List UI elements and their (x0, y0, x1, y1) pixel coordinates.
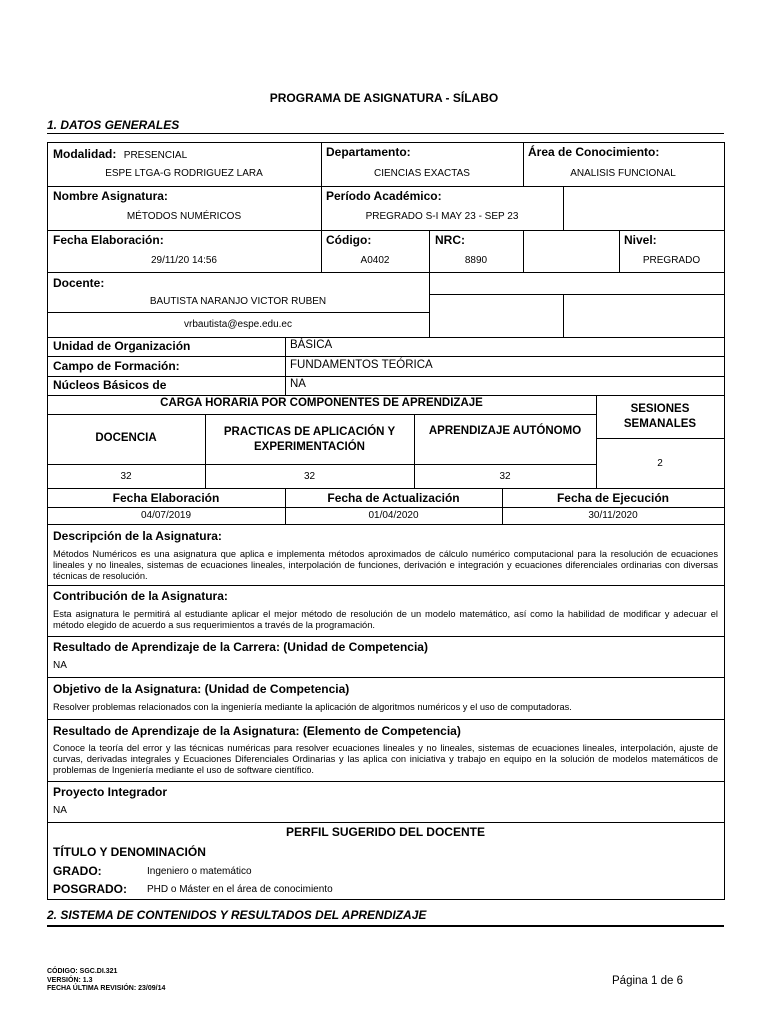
practicas-value: 32 (303, 471, 316, 482)
fecha-elaboracion-value: 29/11/20 14:56 (151, 255, 217, 266)
section-1-heading: 1. DATOS GENERALES (47, 118, 180, 132)
descripcion-text: Métodos Numéricos es una asignatura que aplica e implementa métodos aproximados de cálculo numérico computacional para la resolución de ecuaciones lineales y no lineales, sistemas de ecuaciones lineales, interpolación de funciones, derivación e integración y ecuaciones diferenciales ordinarias con diversas técnicas de resolución. (53, 549, 718, 581)
departamento-label: Departamento: (326, 145, 411, 159)
sesiones-semanales-label (596, 402, 724, 432)
campo-label: Campo de Formación: (53, 359, 180, 373)
practicas-label (205, 425, 414, 455)
fecha-actualizacion-cell: 01/04/2020 (368, 510, 419, 521)
modalidad-value: PRESENCIAL (123, 150, 188, 161)
fecha-elaboracion-label: Fecha Elaboración: (53, 233, 164, 247)
footer-version: VERSIÓN: 1.3 (47, 976, 93, 984)
resultado-asignatura-text: Conoce la teoría del error y las técnicas numéricas para resolver ecuaciones lineales y no lineales, sistemas de ecuaciones lineales, interpolación, ajuste de curvas, derivadas integrales y Ecuaciones Diferenciales Ordinarias y las aplica con iniciativa y trabajo en equipo en la solución de modelos matemáticos de problemas de Ingeniería mediante el uso de software científico. (53, 743, 718, 775)
sesiones-label-line-1: SESIONES (630, 403, 690, 415)
proyecto-integrador-value: NA (53, 805, 67, 816)
practicas-label-line-1: PRACTICAS DE APLICACIÓN Y (223, 426, 396, 438)
fecha-elaboracion-header: Fecha Elaboración (112, 491, 220, 505)
footer-info (47, 968, 165, 994)
grado-label: GRADO: (53, 864, 102, 878)
unidad-value: BÁSICA (290, 339, 333, 351)
carga-horaria-title: CARGA HORARIA POR COMPONENTES DE APRENDIZAJE (160, 397, 483, 409)
objetivo-text: Resolver problemas relacionados con la ingeniería mediante la aplicación de algoritmos numéricos y el uso de computadoras. (53, 702, 572, 712)
practicas-label-line-2: EXPERIMENTACIÓN (254, 441, 365, 453)
sesiones-semanales-value: 2 (657, 458, 663, 469)
area-label: Área de Conocimiento: (528, 145, 660, 159)
docente-name: BAUTISTA NARANJO VICTOR RUBEN (149, 296, 327, 307)
nombre-asignatura-value: MÉTODOS NUMÉRICOS (126, 211, 242, 222)
resultado-carrera-label: Resultado de Aprendizaje de la Carrera: (Unidad de Competencia) (53, 640, 428, 654)
fecha-ejecucion-cell: 30/11/2020 (588, 510, 638, 521)
modalidad-label: Modalidad: (53, 147, 117, 161)
campus-value: ESPE LTGA-G RODRIGUEZ LARA (105, 168, 263, 179)
section-2-heading: 2. SISTEMA DE CONTENIDOS Y RESULTADOS DEL APRENDIZAJE (47, 908, 427, 922)
grado-value: Ingeniero o matemático (147, 866, 252, 877)
fecha-elaboracion-cell: 04/07/2019 (140, 510, 192, 521)
docente-email: vrbautista@espe.edu.ec (184, 319, 292, 330)
posgrado-label: POSGRADO: (53, 882, 128, 896)
fecha-actualizacion-header: Fecha de Actualización (327, 491, 460, 505)
descripcion-label: Descripción de la Asignatura: (53, 529, 222, 543)
periodo-value: PREGRADO S-I MAY 23 - SEP 23 (365, 211, 519, 222)
nucleos-label: Núcleos Básicos de (53, 378, 167, 392)
docencia-label: DOCENCIA (95, 432, 157, 444)
nombre-asignatura-label: Nombre Asignatura: (53, 189, 168, 203)
nivel-label: Nivel: (624, 233, 657, 247)
contribucion-text: Esta asignatura le permitirá al estudiante aplicar el mejor método de resolución de un modelo matemático, así como la habilidad de modificar y adecuar el método elegido de acuerdo a sus requerimientos a través de la programación. (53, 609, 718, 630)
nucleos-value: NA (290, 378, 306, 390)
unidad-label: Unidad de Organización (53, 339, 191, 353)
section-2-rule (47, 925, 724, 927)
periodo-label: Período Académico: (326, 189, 442, 203)
aprendizaje-autonomo-label: APRENDIZAJE AUTÓNOMO (428, 425, 582, 437)
aprendizaje-autonomo-value: 32 (499, 471, 511, 482)
objetivo-label: Objetivo de la Asignatura: (Unidad de Competencia) (53, 682, 350, 696)
docencia-value: 32 (120, 471, 132, 482)
departamento-value: CIENCIAS EXACTAS (374, 168, 470, 179)
area-value: ANALISIS FUNCIONAL (570, 168, 676, 179)
perfil-docente-title: PERFIL SUGERIDO DEL DOCENTE (286, 825, 485, 839)
modalidad-field (53, 145, 187, 163)
nrc-value: 8890 (464, 255, 488, 266)
campo-value: FUNDAMENTOS TEÓRICA (290, 359, 433, 371)
nivel-value: PREGRADO (642, 255, 701, 266)
nrc-label: NRC: (435, 233, 465, 247)
sesiones-label-line-2: SEMANALES (623, 418, 697, 430)
footer-fecha-revision: FECHA ÚLTIMA REVISIÓN: 23/09/14 (47, 985, 166, 992)
titulo-denominacion-label: TÍTULO Y DENOMINACIÓN (53, 845, 206, 859)
proyecto-integrador-label: Proyecto Integrador (53, 785, 168, 799)
footer-codigo: CÓDIGO: SGC.DI.321 (47, 968, 118, 975)
codigo-value: A0402 (360, 255, 390, 266)
contribucion-label: Contribución de la Asignatura: (53, 589, 228, 603)
resultado-asignatura-label: Resultado de Aprendizaje de la Asignatura: (Elemento de Competencia) (53, 724, 461, 738)
posgrado-value: PHD o Máster en el área de conocimiento (147, 884, 333, 895)
fecha-ejecucion-header: Fecha de Ejecución (556, 491, 670, 505)
docente-label: Docente: (53, 276, 105, 290)
page-number: Página 1 de 6 (612, 975, 683, 987)
resultado-carrera-value: NA (53, 660, 67, 671)
codigo-label: Código: (326, 233, 372, 247)
document-title: PROGRAMA DE ASIGNATURA - SÍLABO (269, 91, 499, 105)
